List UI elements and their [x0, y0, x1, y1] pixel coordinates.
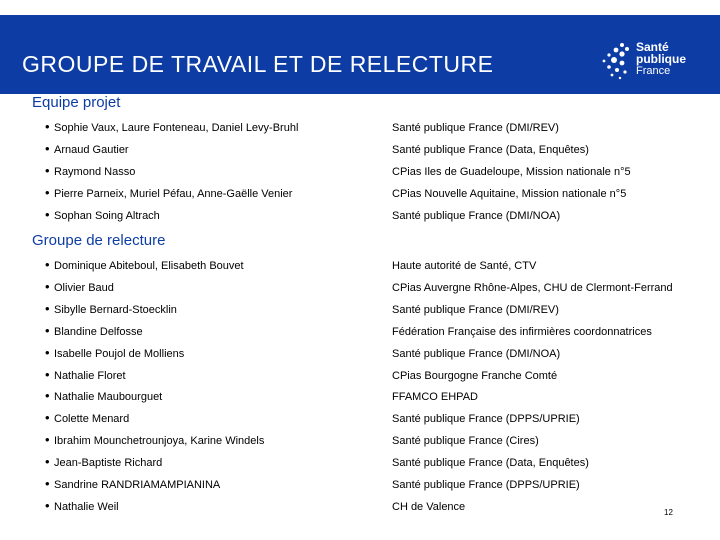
list-item [0, 278, 720, 302]
logo-dots-icon [600, 41, 632, 81]
list-item [0, 257, 720, 280]
bullet-icon: • [45, 278, 50, 294]
logo-wordmark: Santé publique France [636, 40, 686, 77]
member-name: Nathalie Floret [54, 369, 126, 382]
bullet-icon: • [45, 184, 50, 200]
bullet-icon: • [45, 119, 50, 134]
member-organization: Santé publique France (DMI/REV) [392, 122, 559, 134]
member-name: Raymond Nasso [54, 165, 136, 178]
member-organization: FFAMCO EHPAD [392, 391, 478, 404]
member-name: Colette Menard [54, 413, 130, 426]
member-organization: Santé publique France (DMI/REV) [392, 303, 559, 316]
member-name: Ibrahim Mounchetrounjoya, Karine Windels [54, 435, 265, 448]
list-item [0, 366, 720, 390]
member-organization: Santé publique France (Cires) [392, 435, 539, 448]
member-organization: Santé publique France (DMI/NOA) [392, 209, 561, 222]
bullet-icon: • [45, 300, 50, 316]
member-name: Isabelle Poujol de Molliens [54, 347, 185, 360]
member-organization: Santé publique France (Data, Enquêtes) [392, 457, 589, 470]
member-name: Nathalie Weil [54, 500, 119, 513]
member-organization: Santé publique France (DPPS/UPRIE) [392, 413, 580, 426]
section-title: Equipe projet [32, 94, 121, 111]
member-name: Nathalie Maubourguet [54, 391, 163, 404]
member-name: Blandine Delfosse [54, 325, 143, 338]
bullet-icon: • [45, 388, 50, 404]
list-item [0, 454, 720, 477]
list-item [0, 344, 720, 368]
bullet-icon: • [45, 476, 50, 491]
member-name: Pierre Parneix, Muriel Péfau, Anne-Gaëlle Venier [54, 187, 293, 200]
page-number: 12 [664, 508, 673, 517]
member-organization: Santé publique France (DPPS/UPRIE) [392, 479, 580, 491]
bullet-icon: • [45, 432, 50, 448]
bullet-icon: • [45, 206, 50, 222]
member-organization: CH de Valence [392, 500, 466, 513]
list-item [0, 410, 720, 433]
member-organization: CPias Nouvelle Aquitaine, Mission nationale n°5 [392, 187, 627, 200]
list-item [0, 432, 720, 455]
list-item [0, 300, 720, 324]
member-organization: CPias Bourgogne Franche Comté [392, 369, 558, 382]
bullet-icon: • [45, 140, 50, 156]
member-organization: CPias Auvergne Rhône-Alpes, CHU de Clermont-Ferrand [392, 281, 673, 294]
list-item [0, 206, 720, 230]
member-organization: CPias Iles de Guadeloupe, Mission nationale n°5 [392, 165, 631, 178]
member-organization: Santé publique France (DMI/NOA) [392, 347, 561, 360]
bullet-icon: • [45, 454, 50, 470]
member-organization: Santé publique France (Data, Enquêtes) [392, 143, 589, 156]
slide-header [0, 15, 720, 94]
section-title: Groupe de relecture [32, 232, 166, 249]
bullet-icon: • [45, 344, 50, 360]
bullet-icon: • [45, 410, 50, 426]
member-name: Sophie Vaux, Laure Fonteneau, Daniel Levy-Bruhl [54, 122, 299, 134]
member-name: Sibylle Bernard-Stoecklin [54, 303, 177, 316]
member-name: Olivier Baud [54, 281, 114, 294]
bullet-icon: • [45, 257, 50, 272]
bullet-icon: • [45, 162, 50, 178]
bullet-icon: • [45, 366, 50, 382]
member-name: Sandrine RANDRIAMAMPIANINA [54, 479, 221, 491]
member-name: Dominique Abiteboul, Elisabeth Bouvet [54, 260, 244, 272]
member-name: Sophan Soing Altrach [54, 209, 160, 222]
list-item [0, 119, 720, 142]
slide-title: GROUPE DE TRAVAIL ET DE RELECTURE [22, 51, 494, 77]
list-item [0, 140, 720, 164]
bullet-icon: • [45, 497, 50, 513]
sante-publique-france-logo [600, 41, 692, 89]
list-item [0, 497, 720, 521]
member-name: Arnaud Gautier [54, 143, 129, 156]
list-item [0, 162, 720, 186]
list-item [0, 476, 720, 499]
member-organization: Fédération Française des infirmières coordonnatrices [392, 325, 652, 338]
member-organization: Haute autorité de Santé, CTV [392, 260, 537, 272]
list-item [0, 322, 720, 346]
member-name: Jean-Baptiste Richard [54, 457, 163, 470]
list-item [0, 184, 720, 208]
list-item [0, 388, 720, 411]
bullet-icon: • [45, 322, 50, 338]
